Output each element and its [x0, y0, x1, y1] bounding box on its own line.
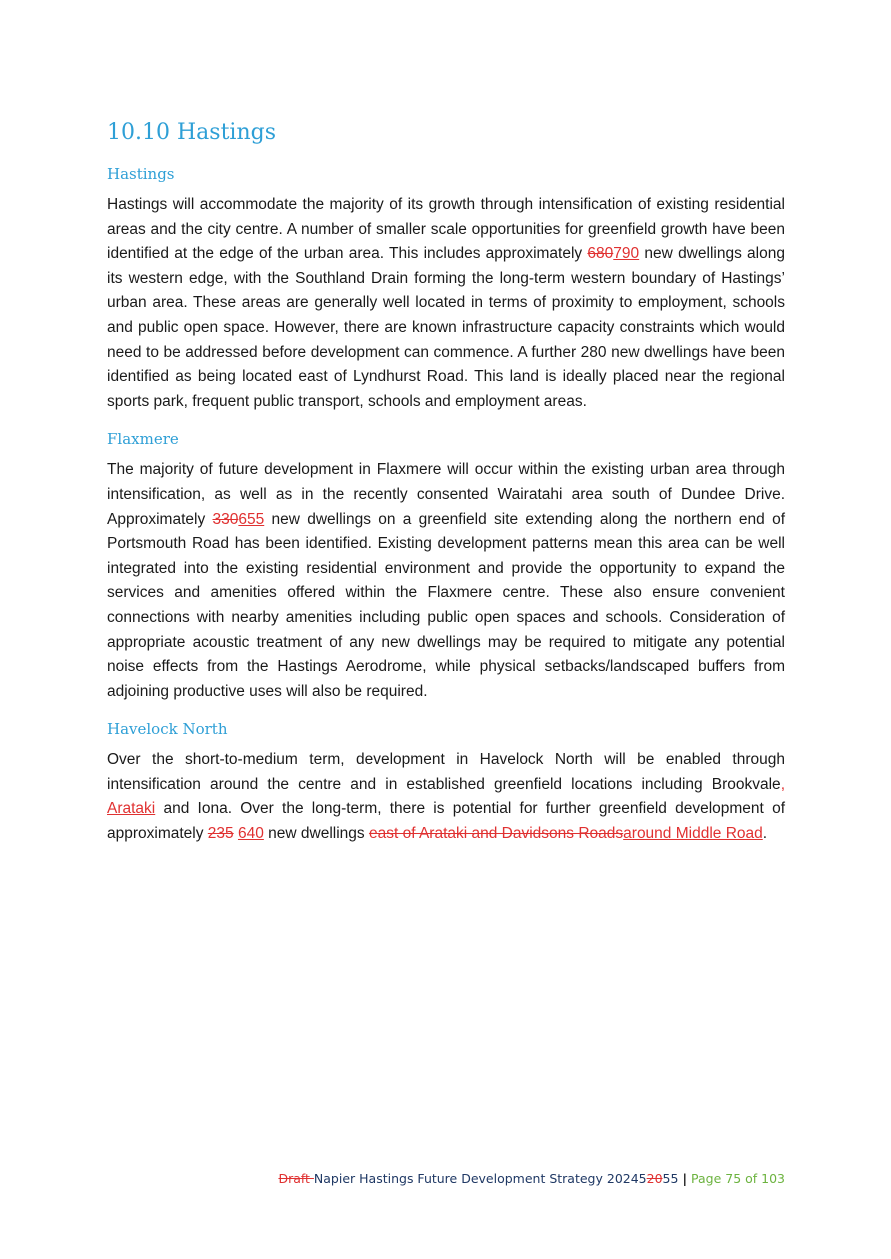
inserted-text: around Middle Road: [623, 825, 763, 843]
subheading-flaxmere: Flaxmere: [107, 430, 179, 449]
deleted-number: 680: [587, 245, 614, 263]
inserted-text: , Arataki: [107, 775, 785, 818]
paragraph-flaxmere-text-2: new dwellings on a greenfield site extending along the northern end of Portsmouth Road has been identified. Existing development patterns mean this area can be well integrated into the existing residential environment and provide the opportunity to expand the services and amenities offered within the Flaxmere centre. These also ensure convenient connections with nearby amenities including public open spaces and schools. Consideration of appropriate acoustic treatment of any new dwellings may be required to mitigate any potential noise effects from the Hastings Aerodrome, while physical setbacks/landscaped buffers from adjoining productive uses will also be required.: [107, 510, 785, 700]
deleted-number: 235: [207, 825, 234, 843]
paragraph-flaxmere: [107, 458, 785, 704]
footer-document-title: Napier Hastings Future Development Strategy 20245: [313, 1171, 647, 1186]
inserted-number: 655: [238, 510, 265, 528]
section-title: 10.10 Hastings: [107, 120, 276, 145]
inserted-number: 790: [613, 245, 640, 263]
subheading-havelock-north: Havelock North: [107, 720, 228, 739]
page-footer: [0, 1170, 785, 1188]
paragraph-havelock-text-4: new dwellings: [263, 825, 369, 843]
page-content: [107, 116, 785, 847]
paragraph-hastings-text-1: Hastings will accommodate the majority of its growth through intensification of existing residential areas and the city centre. A number of smaller scale opportunities for greenfield growth have been identified at the edge of the urban area. This includes approximately: [107, 196, 785, 263]
footer-separator: |: [682, 1171, 688, 1186]
paragraph-hastings-text-2: new dwellings along its western edge, with the Southland Drain forming the long-term western boundary of Hastings’ urban area. These areas are generally well located in terms of proximity to employment, schools and public open space. However, there are known infrastructure capacity constraints which would need to be addressed before development can commence. A further 280 new dwellings have been identified as being located east of Lyndhurst Road. This land is ideally placed near the regional sports park, frequent public transport, schools and employment areas.: [107, 245, 785, 410]
paragraph-havelock-north: [107, 748, 785, 846]
footer-deleted-year: 20: [646, 1171, 663, 1186]
footer-deleted-draft: Draft: [278, 1171, 314, 1186]
subheading-hastings: Hastings: [107, 165, 175, 183]
paragraph-havelock-text-1: Over the short-to-medium term, development in Havelock North will be enabled through intensification around the centre and in established greenfield locations including Brookvale: [107, 751, 785, 793]
paragraph-hastings: [107, 193, 785, 414]
paragraph-flaxmere-text-1: The majority of future development in Flaxmere will occur within the existing urban area through intensification, as well as in the recently consented Wairatahi area south of Dundee Drive. Approximately: [107, 461, 785, 528]
footer-inserted-year: 55: [662, 1171, 679, 1186]
paragraph-havelock-text-5: .: [762, 825, 768, 843]
deleted-text: east of Arataki and Davidsons Roads: [368, 825, 624, 843]
deleted-number: 330: [212, 510, 239, 528]
inserted-number: 640: [237, 825, 264, 843]
paragraph-havelock-text-2: and Iona. Over the long-term, there is potential for further greenfield development of approximately: [107, 800, 785, 843]
footer-page-number: Page 75 of 103: [691, 1171, 785, 1186]
